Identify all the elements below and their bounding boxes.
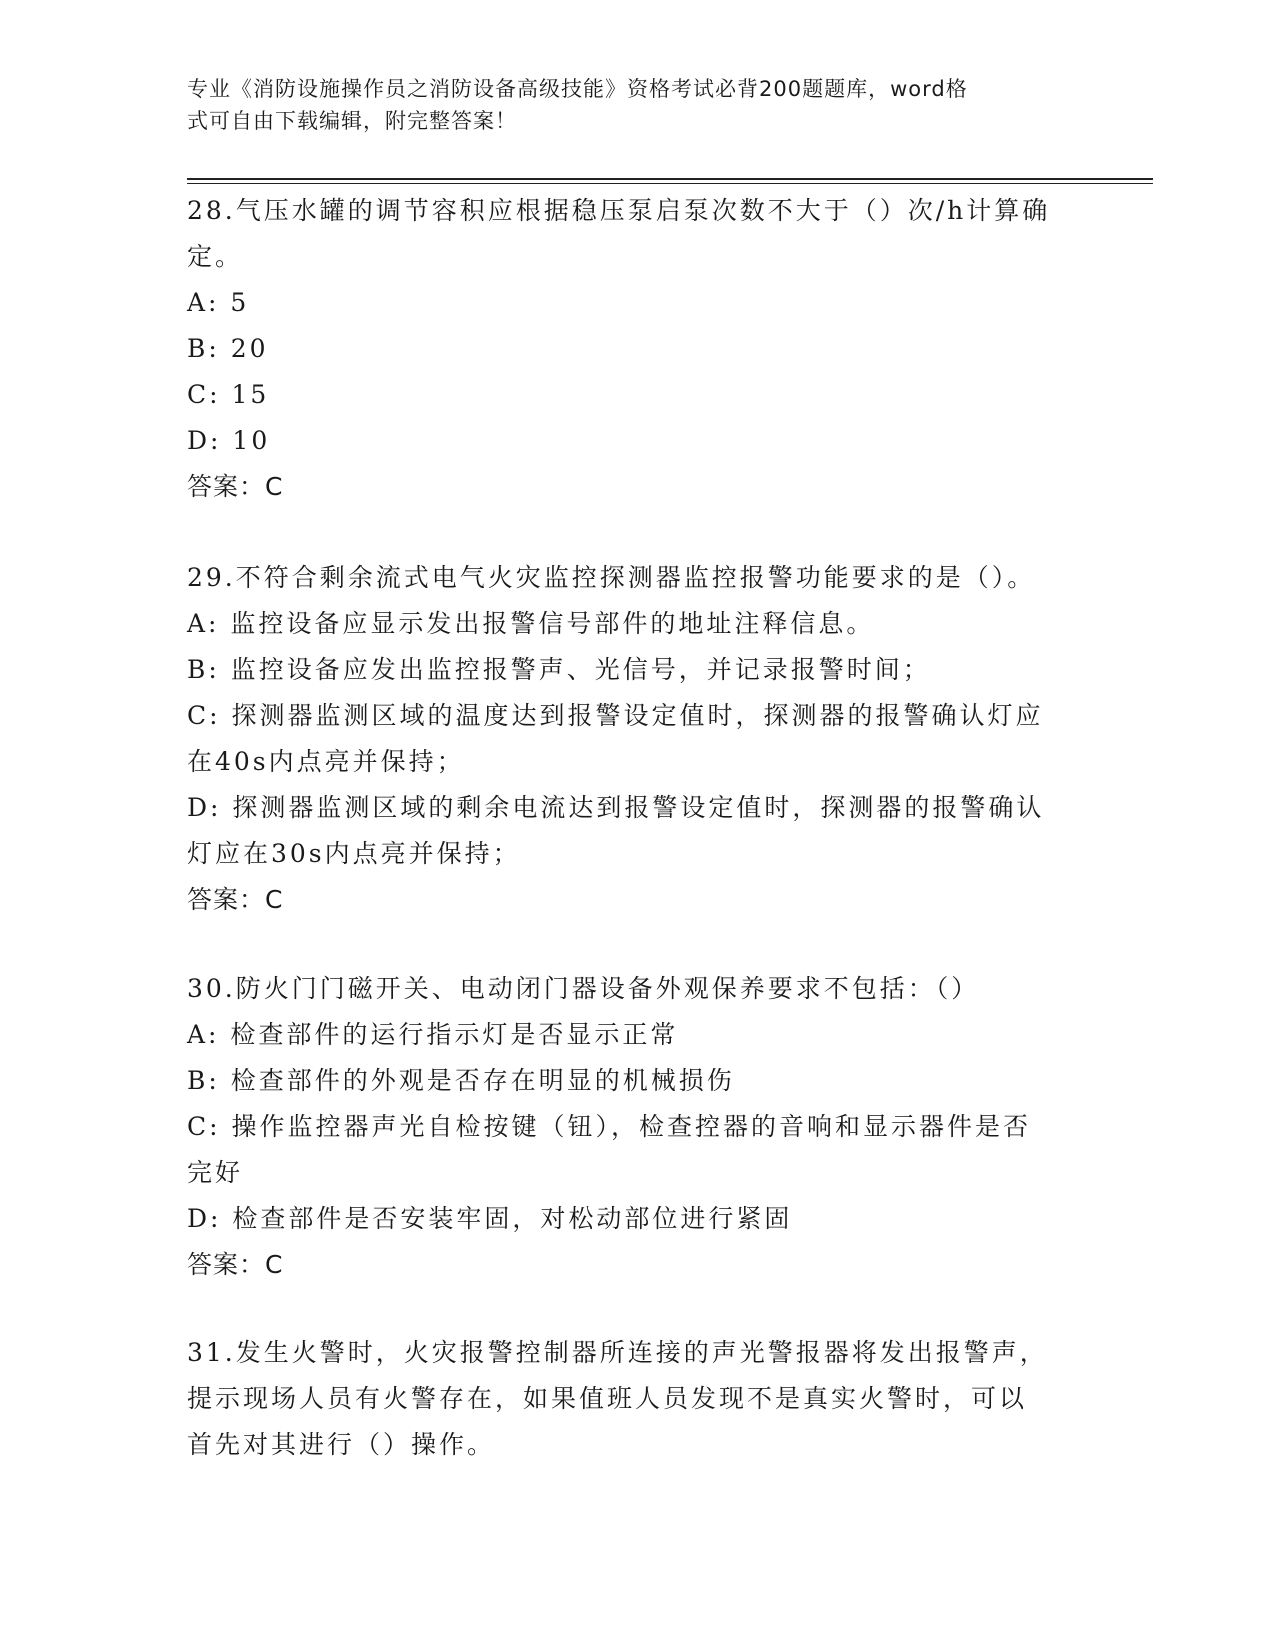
- header-line-1: 专业《消防设施操作员之消防设备高级技能》资格考试必背200题题库，word格: [187, 77, 968, 101]
- option-d-continued: 灯应在30s内点亮并保持；: [187, 839, 521, 868]
- option-b: B: 20: [187, 334, 269, 363]
- question-stem-line: 29.不符合剩余流式电气火灾监控探测器监控报警功能要求的是（）。: [187, 563, 1036, 592]
- question-31: [187, 1330, 1087, 1468]
- question-stem-line: 28.气压水罐的调节容积应根据稳压泵启泵次数不大于（）次/h计算确: [187, 196, 1051, 225]
- option-c-continued: 在40s内点亮并保持；: [187, 747, 465, 776]
- question-30: [187, 966, 1087, 1288]
- option-b: B: 检查部件的外观是否存在明显的机械损伤: [187, 1066, 735, 1095]
- option-d: D: 检查部件是否安装牢固，对松动部位进行紧固: [187, 1204, 793, 1233]
- option-d: D: 探测器监测区域的剩余电流达到报警设定值时，探测器的报警确认: [187, 793, 1045, 822]
- question-stem-line: 30.防火门门磁开关、电动闭门器设备外观保养要求不包括：（）: [187, 974, 980, 1003]
- option-d: D: 10: [187, 426, 271, 455]
- option-c: C: 探测器监测区域的温度达到报警设定值时，探测器的报警确认灯应: [187, 701, 1044, 730]
- question-stem-line: 31.发生火警时，火灾报警控制器所连接的声光警报器将发出报警声，: [187, 1338, 1048, 1367]
- answer-line: 答案：C: [187, 1250, 284, 1279]
- option-c-continued: 完好: [187, 1158, 244, 1187]
- option-b: B: 监控设备应发出监控报警声、光信号，并记录报警时间；: [187, 655, 931, 684]
- header-divider-thick: [187, 178, 1153, 180]
- header-divider-thin: [187, 183, 1153, 184]
- question-stem-line: 提示现场人员有火警存在，如果值班人员发现不是真实火警时，可以: [187, 1384, 1028, 1413]
- option-c: C: 操作监控器声光自检按键（钮），检查控器的音响和显示器件是否: [187, 1112, 1032, 1141]
- option-a: A: 监控设备应显示发出报警信号部件的地址注释信息。: [187, 609, 875, 638]
- option-a: A: 5: [187, 288, 250, 317]
- document-header: [187, 73, 1087, 137]
- question-28: [187, 188, 1087, 510]
- answer-line: 答案：C: [187, 885, 284, 914]
- question-29: [187, 555, 1087, 923]
- answer-line: 答案：C: [187, 472, 284, 501]
- option-c: C: 15: [187, 380, 270, 409]
- header-line-2: 式可自由下载编辑，附完整答案！: [187, 109, 517, 133]
- option-a: A: 检查部件的运行指示灯是否显示正常: [187, 1020, 679, 1049]
- question-stem-line: 定。: [187, 242, 244, 271]
- question-stem-line: 首先对其进行（）操作。: [187, 1430, 496, 1459]
